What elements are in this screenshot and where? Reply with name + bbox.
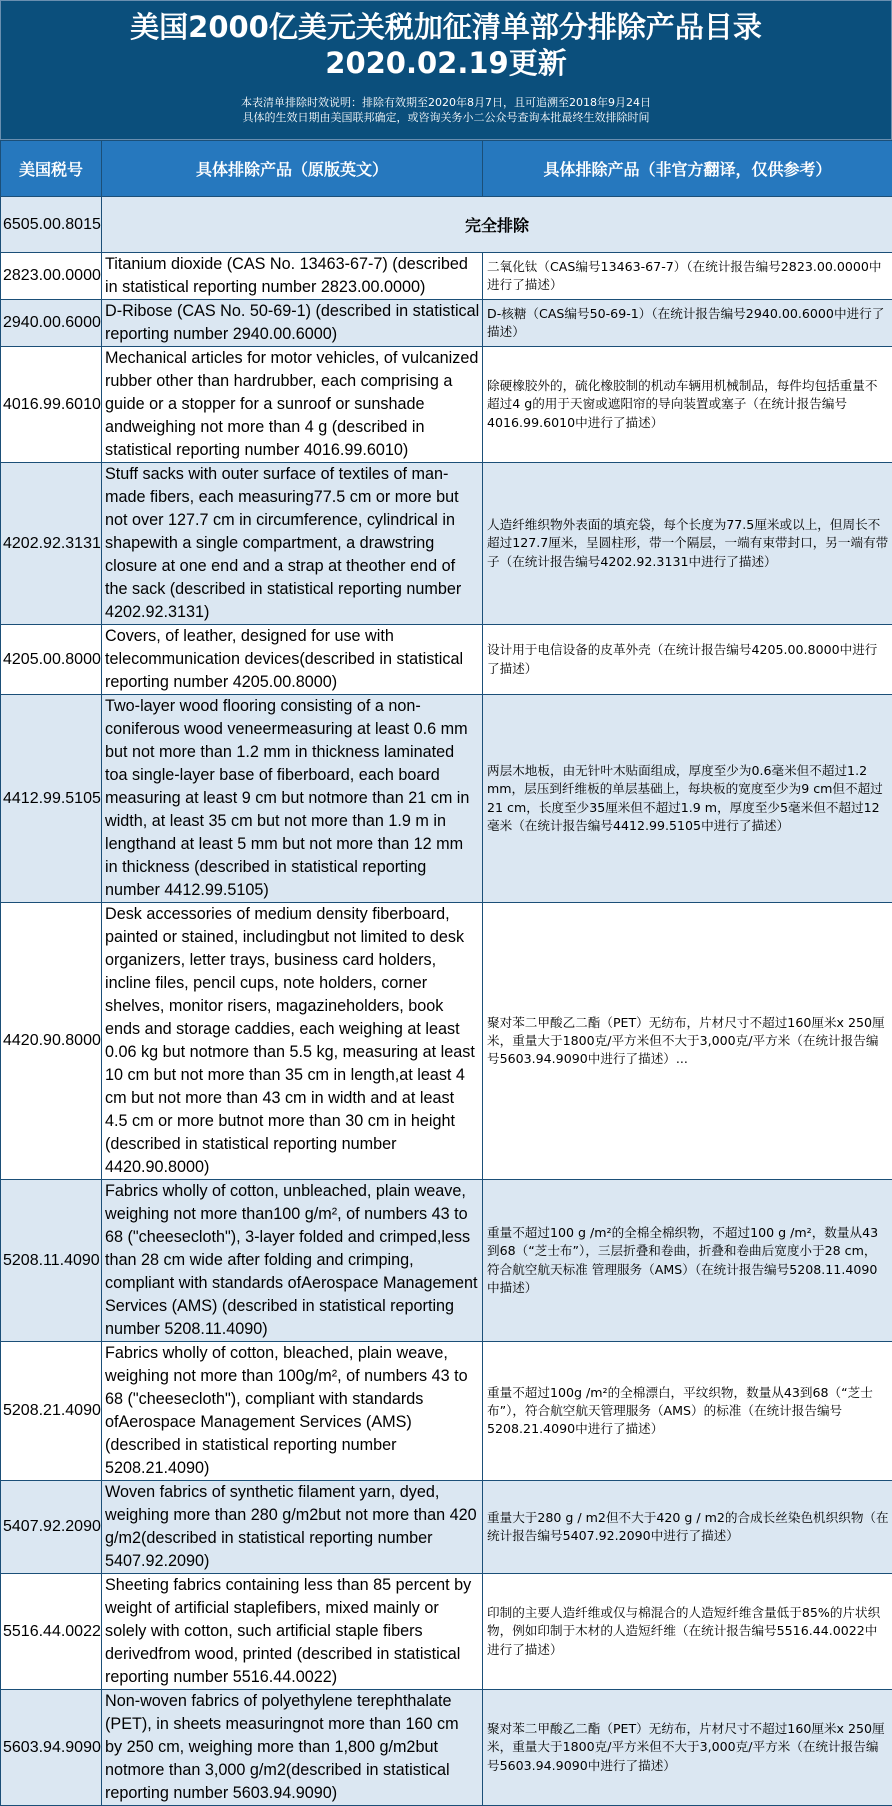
full-exclusion-label: 完全排除	[102, 197, 892, 253]
validity-note	[1, 95, 891, 125]
product-chinese: D-核糖（CAS编号50-69-1）（在统计报告编号2940.00.6000中进行了描述）	[483, 300, 892, 347]
product-english: Two-layer wood flooring consisting of a non-coniferous wood veneermeasuring at least 0.6 mm but not more than 1.2 mm in thickness laminated toa single-layer base of fiberboard, each board measuring at least 9 cm but notmore than 21 cm in width, at least 35 cm but not more than 1.9 m in lengthand at least 5 mm but not more than 12 mm in thickness (described in statistical reporting number 4412.99.5105)	[102, 695, 483, 903]
product-english: Covers, of leather, designed for use with telecommunication devices(described in statistical reporting number 4205.00.8000)	[102, 625, 483, 695]
document-header	[0, 0, 892, 140]
note-line-1: 本表清单排除时效说明：排除有效期至2020年8月7日，且可追溯至2018年9月24日	[1, 95, 891, 110]
table-row	[1, 625, 892, 695]
table-row	[1, 1690, 892, 1806]
product-english: Woven fabrics of synthetic filament yarn, dyed, weighing more than 280 g/m2but not more than 420 g/m2(described in statistical reporting number 5407.92.2090)	[102, 1481, 483, 1574]
tariff-code: 4202.92.3131	[1, 463, 102, 625]
product-chinese: 重量不超过100 g /m²的全棉全棉织物，不超过100 g /m²，数量从43到68（“芝士布”），三层折叠和卷曲，折叠和卷曲后宽度小于28 cm，符合航空航天标准 管理服务（AMS）（在统计报告编号5208.11.4090中描述）	[483, 1180, 892, 1342]
product-chinese: 印制的主要人造纤维或仅与棉混合的人造短纤维含量低于85%的片状织物，例如印制于木材的人造短纤维（在统计报告编号5516.44.0022中进行了描述）	[483, 1574, 892, 1690]
tariff-code: 4412.99.5105	[1, 695, 102, 903]
product-english: Non-woven fabrics of polyethylene terephthalate (PET), in sheets measuringnot more than 160 cm by 250 cm, weighing more than 1,800 g/m2but notmore than 3,000 g/m2(described in statistical reporting number 5603.94.9090)	[102, 1690, 483, 1806]
col-header-chinese: 具体排除产品（非官方翻译，仅供参考）	[483, 141, 892, 197]
tariff-code: 5208.11.4090	[1, 1180, 102, 1342]
tariff-code: 4205.00.8000	[1, 625, 102, 695]
title-line-1: 美国2000亿美元关税加征清单部分排除产品目录	[1, 9, 891, 45]
table-row	[1, 1180, 892, 1342]
exclusion-table	[0, 140, 892, 1806]
table-header-row	[1, 141, 892, 197]
tariff-code: 6505.00.8015	[1, 197, 102, 253]
table-row	[1, 903, 892, 1180]
product-chinese: 除硬橡胶外的，硫化橡胶制的机动车辆用机械制品，每件均包括重量不超过4 g的用于天窗或遮阳帘的导向装置或塞子（在统计报告编号4016.99.6010中进行了描述）	[483, 347, 892, 463]
table-row	[1, 300, 892, 347]
tariff-code: 2823.00.0000	[1, 253, 102, 300]
tariff-code: 5407.92.2090	[1, 1481, 102, 1574]
table-row	[1, 1481, 892, 1574]
tariff-code: 2940.00.6000	[1, 300, 102, 347]
product-chinese: 二氧化钛（CAS编号13463-67-7）（在统计报告编号2823.00.0000中进行了描述）	[483, 253, 892, 300]
tariff-code: 4016.99.6010	[1, 347, 102, 463]
table-row	[1, 1342, 892, 1481]
tariff-code: 5208.21.4090	[1, 1342, 102, 1481]
table-row	[1, 347, 892, 463]
product-english: Sheeting fabrics containing less than 85 percent by weight of artificial staplefibers, mixed mainly or solely with cotton, such artificial staple fibers derivedfrom wood, printed (described in statistical reporting number 5516.44.0022)	[102, 1574, 483, 1690]
product-english: D-Ribose (CAS No. 50-69-1) (described in statistical reporting number 2940.00.6000)	[102, 300, 483, 347]
table-row	[1, 695, 892, 903]
product-english: Fabrics wholly of cotton, unbleached, plain weave, weighing not more than100 g/m², of numbers 43 to 68 ("cheesecloth"), 3-layer folded and crimped,less than 28 cm wide after folding and crimping, compliant with standards ofAerospace Management Services (AMS) (described in statistical reporting number 5208.11.4090)	[102, 1180, 483, 1342]
product-chinese: 设计用于电信设备的皮革外壳（在统计报告编号4205.00.8000中进行了描述）	[483, 625, 892, 695]
title-line-2: 2020.02.19更新	[1, 45, 891, 81]
table-row	[1, 253, 892, 300]
tariff-code: 4420.90.8000	[1, 903, 102, 1180]
col-header-code: 美国税号	[1, 141, 102, 197]
product-english: Fabrics wholly of cotton, bleached, plain weave, weighing not more than 100g/m², of numbers 43 to 68 ("cheesecloth"), compliant with standards ofAerospace Management Services (AMS) (described in statistical reporting number 5208.21.4090)	[102, 1342, 483, 1481]
note-line-2: 具体的生效日期由美国联邦确定，或咨询关务小二公众号查询本批最终生效排除时间	[1, 110, 891, 125]
product-chinese: 重量不超过100g /m²的全棉漂白，平纹织物，数量从43到68（“芝士布”），符合航空航天管理服务（AMS）的标准（在统计报告编号5208.21.4090中进行了描述）	[483, 1342, 892, 1481]
product-chinese: 人造纤维织物外表面的填充袋，每个长度为77.5厘米或以上，但周长不超过127.7厘米，呈圆柱形，带一个隔层，一端有束带封口，另一端有带子（在统计报告编号4202.92.3131中进行了描述）	[483, 463, 892, 625]
full-exclusion-row	[1, 197, 892, 253]
product-chinese: 两层木地板，由无针叶木贴面组成，厚度至少为0.6毫米但不超过1.2 mm，层压到纤维板的单层基础上，每块板的宽度至少为9 cm但不超过21 cm，长度至少35厘米但不超过1.9 m，厚度至少5毫米但不超过12毫米（在统计报告编号4412.99.5105中进行了描述）	[483, 695, 892, 903]
tariff-code: 5516.44.0022	[1, 1574, 102, 1690]
table-row	[1, 463, 892, 625]
product-english: Titanium dioxide (CAS No. 13463-67-7) (described in statistical reporting number 2823.00.0000)	[102, 253, 483, 300]
product-chinese: 聚对苯二甲酸乙二酯（PET）无纺布，片材尺寸不超过160厘米x 250厘米，重量大于1800克/平方米但不大于3,000克/平方米（在统计报告编号5603.94.9090中进行了描述）	[483, 1690, 892, 1806]
col-header-english: 具体排除产品（原版英文）	[102, 141, 483, 197]
product-chinese: 聚对苯二甲酸乙二酯（PET）无纺布，片材尺寸不超过160厘米x 250厘米，重量大于1800克/平方米但不大于3,000克/平方米（在统计报告编号5603.94.9090中进行了描述）...	[483, 903, 892, 1180]
product-english: Mechanical articles for motor vehicles, of vulcanized rubber other than hardrubber, each comprising a guide or a stopper for a sunroof or sunshade andweighing not more than 4 g (described in statistical reporting number 4016.99.6010)	[102, 347, 483, 463]
document-title	[1, 1, 891, 81]
tariff-code: 5603.94.9090	[1, 1690, 102, 1806]
product-english: Desk accessories of medium density fiberboard, painted or stained, includingbut not limited to desk organizers, letter trays, business card holders, incline files, pencil cups, note holders, corner shelves, monitor risers, magazineholders, book ends and storage caddies, each weighing at least 0.06 kg but notmore than 5.5 kg, measuring at least 10 cm but not more than 35 cm in length,at least 4 cm but not more than 43 cm in width and at least 4.5 cm or more butnot more than 30 cm in height (described in statistical reporting number 4420.90.8000)	[102, 903, 483, 1180]
product-chinese: 重量大于280 g / m2但不大于420 g / m2的合成长丝染色机织织物（在统计报告编号5407.92.2090中进行了描述）	[483, 1481, 892, 1574]
product-english: Stuff sacks with outer surface of textiles of man-made fibers, each measuring77.5 cm or more but not over 127.7 cm in circumference, cylindrical in shapewith a single compartment, a drawstring closure at one end and a strap at theother end of the sack (described in statistical reporting number 4202.92.3131)	[102, 463, 483, 625]
table-row	[1, 1574, 892, 1690]
